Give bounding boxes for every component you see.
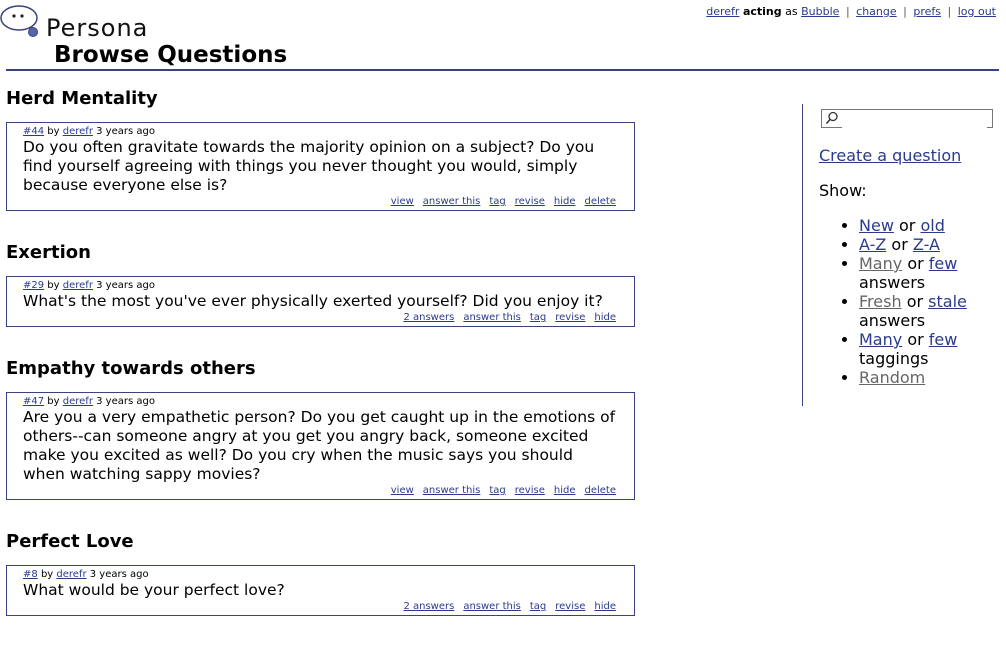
prefs-link[interactable]: prefs bbox=[913, 5, 941, 18]
option-suffix: taggings bbox=[859, 349, 929, 368]
question-number-link[interactable]: #44 bbox=[23, 126, 45, 137]
question-text: What would be your perfect love? bbox=[23, 581, 285, 599]
question-text: Are you a very empathetic person? Do you get caught up in the emotions of others--can someone angry at you get you angry back, someone excited make you excited as well? Do you cry when the music says you should when watching sappy movies? bbox=[23, 408, 616, 483]
sort-option-link[interactable]: old bbox=[920, 216, 945, 235]
question-action-tag[interactable]: tag bbox=[489, 485, 506, 496]
question-actions bbox=[23, 601, 616, 613]
show-option bbox=[859, 330, 999, 368]
question-card bbox=[6, 276, 635, 327]
question-number-link[interactable]: #29 bbox=[23, 280, 45, 291]
user-link[interactable]: derefr bbox=[706, 5, 740, 18]
question-title: Exertion bbox=[6, 242, 91, 263]
acting-label: acting bbox=[742, 5, 782, 18]
author-link[interactable]: derefr bbox=[62, 280, 93, 291]
question-actions bbox=[23, 485, 616, 497]
question-meta bbox=[23, 279, 616, 292]
author-link[interactable]: derefr bbox=[56, 569, 87, 580]
question-action-tag[interactable]: tag bbox=[529, 312, 547, 323]
question-actions bbox=[23, 312, 616, 324]
search-input[interactable] bbox=[842, 114, 987, 129]
question-action-2-answers[interactable]: 2 answers bbox=[403, 312, 455, 323]
question-card bbox=[6, 565, 635, 616]
question-number-link[interactable]: #8 bbox=[23, 569, 38, 580]
or-label: or bbox=[906, 292, 924, 311]
question-title: Perfect Love bbox=[6, 531, 134, 552]
sort-option-link[interactable]: A-Z bbox=[859, 235, 887, 254]
separator: | bbox=[903, 5, 907, 18]
show-label: Show: bbox=[819, 181, 867, 200]
question-action-delete[interactable]: delete bbox=[584, 196, 616, 207]
persona-logo[interactable] bbox=[0, 4, 150, 44]
question-text: What's the most you've ever physically exerted yourself? Did you enjoy it? bbox=[23, 292, 603, 310]
persona-link[interactable]: Bubble bbox=[801, 5, 840, 18]
question-section bbox=[6, 358, 635, 500]
question-age: 3 years ago bbox=[96, 280, 155, 291]
or-label: or bbox=[899, 216, 916, 235]
option-suffix: answers bbox=[859, 273, 926, 292]
question-action-revise[interactable]: revise bbox=[555, 312, 586, 323]
question-section bbox=[6, 242, 635, 327]
logo-text: Persona bbox=[46, 14, 149, 42]
by-label: by bbox=[40, 569, 54, 580]
sidebar bbox=[802, 104, 1003, 406]
show-options bbox=[819, 216, 999, 387]
user-bar bbox=[706, 5, 996, 18]
by-label: by bbox=[47, 280, 60, 291]
question-action-hide[interactable]: hide bbox=[553, 196, 576, 207]
create-question-link[interactable]: Create a question bbox=[819, 146, 962, 165]
as-label: as bbox=[785, 5, 798, 18]
question-action-revise[interactable]: revise bbox=[514, 485, 545, 496]
question-action-view[interactable]: view bbox=[390, 196, 414, 207]
question-action-tag[interactable]: tag bbox=[489, 196, 506, 207]
sort-option-link[interactable]: Fresh bbox=[859, 292, 902, 311]
logout-link[interactable]: log out bbox=[957, 5, 996, 18]
random-link[interactable]: Random bbox=[859, 368, 926, 387]
show-option bbox=[859, 235, 999, 254]
author-link[interactable]: derefr bbox=[62, 126, 93, 137]
question-meta bbox=[23, 125, 616, 138]
question-title: Empathy towards others bbox=[6, 358, 256, 379]
page-title: Browse Questions bbox=[54, 42, 288, 68]
show-option bbox=[859, 292, 999, 330]
question-action-revise[interactable]: revise bbox=[555, 601, 586, 612]
question-action-answer-this[interactable]: answer this bbox=[463, 601, 521, 612]
show-option bbox=[859, 254, 999, 292]
change-link[interactable]: change bbox=[856, 5, 897, 18]
separator: | bbox=[947, 5, 952, 18]
sort-option-link[interactable]: Many bbox=[859, 330, 903, 349]
question-action-2-answers[interactable]: 2 answers bbox=[403, 601, 455, 612]
question-actions bbox=[23, 196, 616, 208]
by-label: by bbox=[47, 126, 60, 137]
question-meta bbox=[23, 568, 616, 581]
question-action-answer-this[interactable]: answer this bbox=[422, 485, 481, 496]
sort-option-link[interactable]: few bbox=[928, 330, 958, 349]
header-divider bbox=[6, 69, 999, 71]
search-icon bbox=[825, 111, 839, 125]
question-action-tag[interactable]: tag bbox=[529, 601, 547, 612]
show-option bbox=[859, 368, 999, 387]
question-age: 3 years ago bbox=[96, 396, 155, 407]
question-action-view[interactable]: view bbox=[390, 485, 414, 496]
sort-option-link[interactable]: New bbox=[859, 216, 894, 235]
sort-option-link[interactable]: stale bbox=[928, 292, 967, 311]
show-option bbox=[859, 216, 999, 235]
sort-option-link[interactable]: Many bbox=[859, 254, 903, 273]
question-action-answer-this[interactable]: answer this bbox=[463, 312, 521, 323]
question-age: 3 years ago bbox=[89, 569, 149, 580]
question-number-link[interactable]: #47 bbox=[23, 396, 45, 407]
search-box bbox=[821, 109, 993, 128]
or-label: or bbox=[907, 330, 924, 349]
author-link[interactable]: derefr bbox=[62, 396, 93, 407]
by-label: by bbox=[47, 396, 60, 407]
option-suffix: answers bbox=[859, 311, 926, 330]
question-action-delete[interactable]: delete bbox=[584, 485, 616, 496]
question-action-revise[interactable]: revise bbox=[514, 196, 545, 207]
question-action-hide[interactable]: hide bbox=[553, 485, 576, 496]
question-action-answer-this[interactable]: answer this bbox=[422, 196, 481, 207]
question-section bbox=[6, 531, 635, 616]
or-label: or bbox=[891, 235, 908, 254]
question-action-hide[interactable]: hide bbox=[594, 601, 616, 612]
or-label: or bbox=[907, 254, 924, 273]
question-title: Herd Mentality bbox=[6, 88, 158, 109]
question-section bbox=[6, 88, 635, 211]
question-action-hide[interactable]: hide bbox=[594, 312, 616, 323]
question-card bbox=[6, 392, 635, 500]
question-card bbox=[6, 122, 635, 211]
speech-bubble-icon bbox=[0, 4, 44, 40]
sort-option-link[interactable]: few bbox=[928, 254, 958, 273]
question-age: 3 years ago bbox=[96, 126, 155, 137]
sort-option-link[interactable]: Z-A bbox=[912, 235, 940, 254]
question-text: Do you often gravitate towards the majority opinion on a subject? Do you find yourself agreeing with things you never thought you would, simply because everyone else is? bbox=[23, 138, 595, 194]
separator: | bbox=[845, 5, 850, 18]
question-meta bbox=[23, 395, 616, 408]
